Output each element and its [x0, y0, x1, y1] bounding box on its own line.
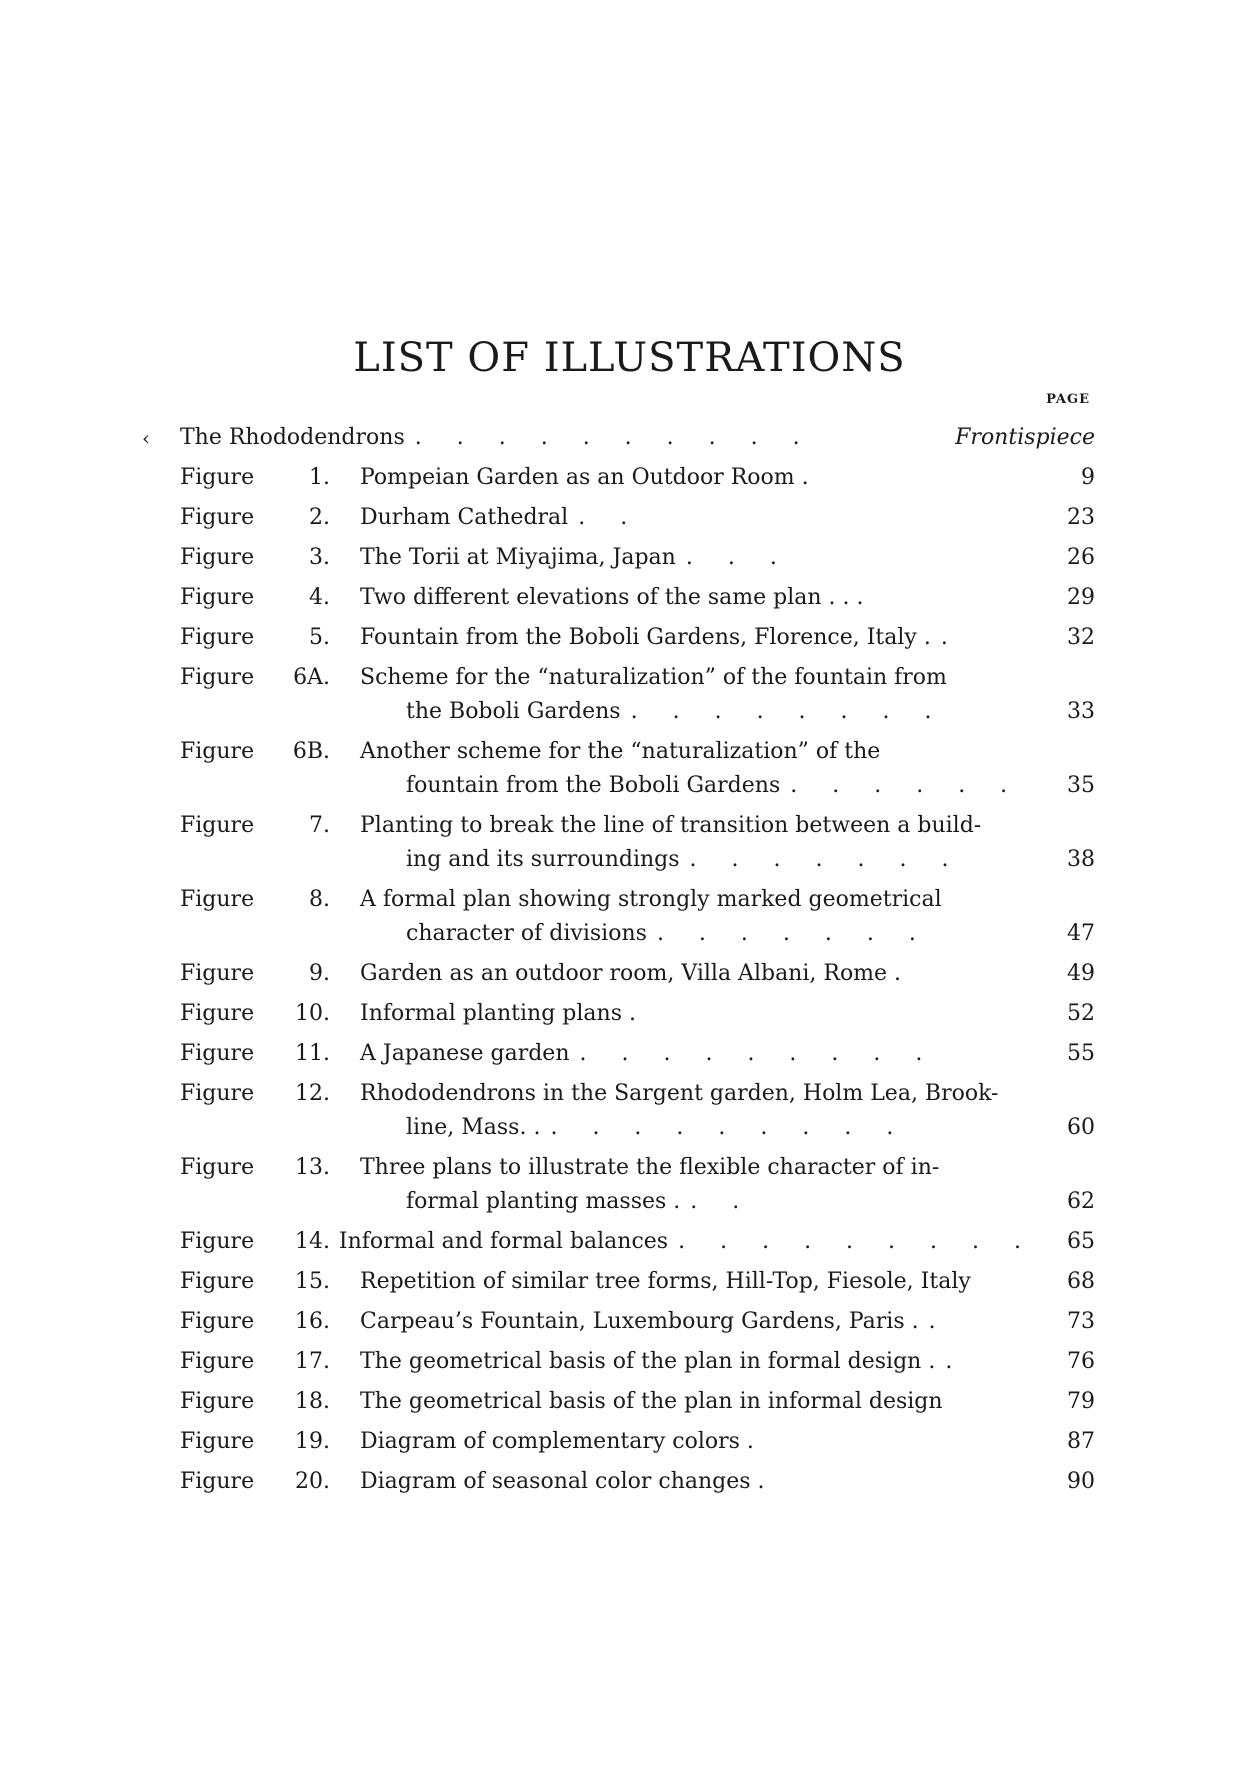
figure-caption [360, 1422, 1095, 1462]
figure-caption [360, 806, 1095, 880]
figure-label [150, 458, 360, 498]
caption-text: Planting to break the line of transition between a build- [360, 813, 982, 838]
figure-word: Figure [180, 665, 255, 690]
caption-text: Fountain from the Boboli Gardens, Florence, Italy . [360, 625, 931, 650]
figure-word: Figure [180, 1081, 255, 1106]
figure-number: 4. [309, 585, 330, 610]
leader-dots: . . . . . . . [656, 921, 930, 946]
frontispiece-entry [142, 418, 1095, 458]
figure-label [150, 1342, 360, 1382]
caption-line [360, 1262, 1095, 1302]
caption-line [360, 954, 1095, 994]
entry-page: 35 [1067, 773, 1095, 798]
entry-page: Frontispiece [955, 425, 1095, 450]
entry-page: 26 [1067, 545, 1095, 570]
entry-page: 32 [1067, 625, 1095, 650]
figure-word: Figure [180, 1229, 255, 1254]
figure-word: Figure [180, 1389, 255, 1414]
entry-page: 55 [1067, 1041, 1095, 1066]
caption-text: the Boboli Gardens [406, 699, 621, 724]
figure-number: 8. [309, 887, 330, 912]
figure-number: 6A. [293, 665, 330, 690]
leader-dots: . . [578, 505, 642, 530]
caption-text: Informal and formal balances [338, 1229, 669, 1254]
figure-entry [150, 458, 1095, 498]
figure-number: 14. [295, 1229, 330, 1254]
figure-entry [150, 880, 1095, 954]
figure-caption [360, 498, 1095, 538]
figure-label [150, 1462, 360, 1502]
figure-entry [150, 498, 1095, 538]
caption-text: Carpeau’s Fountain, Luxembourg Gardens, Paris . [360, 1309, 919, 1334]
figure-label [150, 1034, 360, 1074]
entry-page: 87 [1067, 1429, 1095, 1454]
figure-number: 17. [295, 1349, 330, 1374]
leader-dots: . . . . . . . . [630, 699, 946, 724]
caption-text: character of divisions [406, 921, 647, 946]
figure-entry [150, 658, 1095, 732]
caption-text: The geometrical basis of the plan in formal design . [360, 1349, 936, 1374]
page-title: LIST OF ILLUSTRATIONS [353, 334, 906, 381]
figure-word: Figure [180, 1001, 255, 1026]
figure-label [150, 658, 360, 698]
figure-entry [150, 732, 1095, 806]
figure-word: Figure [180, 1269, 255, 1294]
figure-word: Figure [180, 505, 255, 530]
figure-caption [360, 1148, 1095, 1222]
entry-page: 76 [1067, 1349, 1095, 1374]
entry-page: 49 [1067, 961, 1095, 986]
entry-page: 60 [1067, 1115, 1095, 1140]
figure-label [150, 954, 360, 994]
caption-text: Informal planting plans . [360, 1001, 636, 1026]
caption-line [360, 618, 1095, 658]
caption-text: ing and its surroundings [406, 847, 680, 872]
entry-page: 62 [1067, 1189, 1095, 1214]
figure-word: Figure [180, 813, 255, 838]
figure-entry [150, 1074, 1095, 1148]
leader-dots: . . . . . . . [689, 847, 963, 872]
caption-line [360, 578, 1095, 618]
figure-caption [339, 1222, 1095, 1262]
page-column-label: PAGE [1046, 392, 1090, 407]
figure-caption [360, 458, 1095, 498]
figure-label [150, 994, 360, 1034]
caption-text: Repetition of similar tree forms, Hill-Top, Fiesole, Italy [360, 1269, 971, 1294]
figure-label [150, 806, 360, 846]
caption-line [339, 1222, 1095, 1262]
figure-word: Figure [180, 585, 255, 610]
figure-number: 16. [295, 1309, 330, 1334]
caption-text: Scheme for the “naturalization” of the fountain from [360, 665, 947, 690]
figure-number: 13. [295, 1155, 330, 1180]
figure-entry [150, 1462, 1095, 1502]
caption-line [360, 1422, 1095, 1462]
entry-page: 38 [1067, 847, 1095, 872]
entry-title: The Rhododendrons [180, 425, 405, 450]
leader-dots: . . . . . . . . . . [414, 425, 814, 450]
figure-entry [150, 954, 1095, 994]
caption-text: line, Mass. . [406, 1115, 541, 1140]
figure-entry [150, 578, 1095, 618]
leader-dots: . . . . . . [790, 773, 1022, 798]
entry-page: 90 [1067, 1469, 1095, 1494]
figure-caption [360, 578, 1095, 618]
caption-line [360, 692, 1095, 732]
figure-word: Figure [180, 465, 255, 490]
figure-entry [150, 538, 1095, 578]
caption-text: A formal plan showing strongly marked geometrical [360, 887, 942, 912]
figure-entry [150, 1222, 1095, 1262]
entry-page: 52 [1067, 1001, 1095, 1026]
figure-number: 18. [295, 1389, 330, 1414]
figure-label [150, 538, 360, 578]
figure-caption [360, 1462, 1095, 1502]
figure-caption [360, 1382, 1095, 1422]
caption-text: Durham Cathedral [360, 505, 569, 530]
figure-word: Figure [180, 739, 255, 764]
caption-line [360, 498, 1095, 538]
leader-dots: . . [690, 1189, 754, 1214]
caption-line [360, 1182, 1095, 1222]
leader-dots: . [928, 1309, 950, 1334]
figure-entry [150, 1422, 1095, 1462]
figure-word: Figure [180, 1349, 255, 1374]
caption-line [360, 766, 1095, 806]
figure-number: 6B. [292, 739, 330, 764]
caption-line [360, 1302, 1095, 1342]
figure-number: 9. [309, 961, 330, 986]
entry-page: 33 [1067, 699, 1095, 724]
figure-label [150, 1074, 360, 1114]
figure-caption [360, 954, 1095, 994]
entry-page: 29 [1067, 585, 1095, 610]
figure-caption [360, 1034, 1095, 1074]
figure-label [150, 880, 360, 920]
figure-number: 7. [309, 813, 330, 838]
caption-line [360, 840, 1095, 880]
figure-label [150, 498, 360, 538]
figure-number: 2. [309, 505, 330, 530]
illustrations-list [142, 418, 1095, 1502]
figure-number: 12. [295, 1081, 330, 1106]
figure-caption [360, 994, 1095, 1034]
caption-line [360, 458, 1095, 498]
figure-number: 1. [309, 465, 330, 490]
caption-text: Rhododendrons in the Sargent garden, Holm Lea, Brook- [360, 1081, 999, 1106]
figure-label [150, 732, 360, 772]
caption-line [360, 1462, 1095, 1502]
margin-marker: ‹ [142, 426, 150, 450]
figure-caption [360, 618, 1095, 658]
caption-text: The Torii at Miyajima, Japan [360, 545, 676, 570]
figure-caption [360, 1262, 1095, 1302]
figure-caption [360, 538, 1095, 578]
figure-word: Figure [180, 961, 255, 986]
figure-number: 11. [295, 1041, 330, 1066]
caption-text: Three plans to illustrate the flexible character of in- [360, 1155, 940, 1180]
figure-entry [150, 1382, 1095, 1422]
entry-page: 9 [1081, 465, 1095, 490]
figure-word: Figure [180, 1309, 255, 1334]
figure-number: 20. [295, 1469, 330, 1494]
figure-label [150, 578, 360, 618]
figure-word: Figure [180, 887, 255, 912]
figure-label [150, 1262, 360, 1302]
caption-text: The geometrical basis of the plan in informal design [360, 1389, 943, 1414]
figure-entry [150, 806, 1095, 880]
caption-line [360, 1342, 1095, 1382]
caption-text: Garden as an outdoor room, Villa Albani, Rome . [360, 961, 902, 986]
leader-dots: . [940, 625, 962, 650]
figure-number: 10. [295, 1001, 330, 1026]
figure-word: Figure [180, 1041, 255, 1066]
figure-label [150, 1422, 360, 1462]
leader-dots: . [945, 1349, 967, 1374]
figure-caption [360, 658, 1095, 732]
caption-line [360, 1382, 1095, 1422]
caption-text: Diagram of seasonal color changes . [360, 1469, 765, 1494]
figure-caption [360, 880, 1095, 954]
leader-dots: . . . . . . . . . [579, 1041, 937, 1066]
caption-text: fountain from the Boboli Gardens [406, 773, 781, 798]
figure-entry [150, 1342, 1095, 1382]
figure-caption [360, 1074, 1095, 1148]
figure-label [150, 1148, 360, 1188]
figure-number: 19. [295, 1429, 330, 1454]
caption-line [360, 914, 1095, 954]
caption-text: Diagram of complementary colors . [360, 1429, 754, 1454]
figure-label [150, 1382, 360, 1422]
figure-number: 5. [309, 625, 330, 650]
entry-page: 65 [1067, 1229, 1095, 1254]
figure-label [150, 618, 360, 658]
caption-text: Another scheme for the “naturalization” of the [360, 739, 881, 764]
entry-page: 47 [1067, 921, 1095, 946]
figure-entry [150, 618, 1095, 658]
figure-word: Figure [180, 545, 255, 570]
figure-word: Figure [180, 625, 255, 650]
entry-page: 68 [1067, 1269, 1095, 1294]
caption-line [360, 1034, 1095, 1074]
caption-line [360, 1108, 1095, 1148]
caption-line [360, 994, 1095, 1034]
figure-entry [150, 1302, 1095, 1342]
entry-page: 79 [1067, 1389, 1095, 1414]
caption-text: Two different elevations of the same plan . . . [360, 585, 864, 610]
caption-text: formal planting masses . [406, 1189, 681, 1214]
figure-label [150, 1302, 360, 1342]
entry-page: 73 [1067, 1309, 1095, 1334]
entry-page: 23 [1067, 505, 1095, 530]
figure-word: Figure [180, 1429, 255, 1454]
caption-text: Pompeian Garden as an Outdoor Room . [360, 465, 809, 490]
figure-caption [360, 1302, 1095, 1342]
caption-text: A Japanese garden [360, 1041, 570, 1066]
figure-word: Figure [180, 1469, 255, 1494]
figure-entry [150, 1148, 1095, 1222]
figure-entry [150, 994, 1095, 1034]
figure-label [150, 1222, 339, 1262]
figure-entry [150, 1262, 1095, 1302]
caption-line [360, 538, 1095, 578]
figure-number: 15. [295, 1269, 330, 1294]
leader-dots: . . . . . . . . . [678, 1229, 1035, 1254]
figure-entry [150, 1034, 1095, 1074]
figure-number: 3. [309, 545, 330, 570]
leader-dots: . . . [685, 545, 791, 570]
figure-caption [360, 1342, 1095, 1382]
figure-word: Figure [180, 1155, 255, 1180]
leader-dots: . . . . . . . . . [550, 1115, 908, 1140]
figure-caption [360, 732, 1095, 806]
